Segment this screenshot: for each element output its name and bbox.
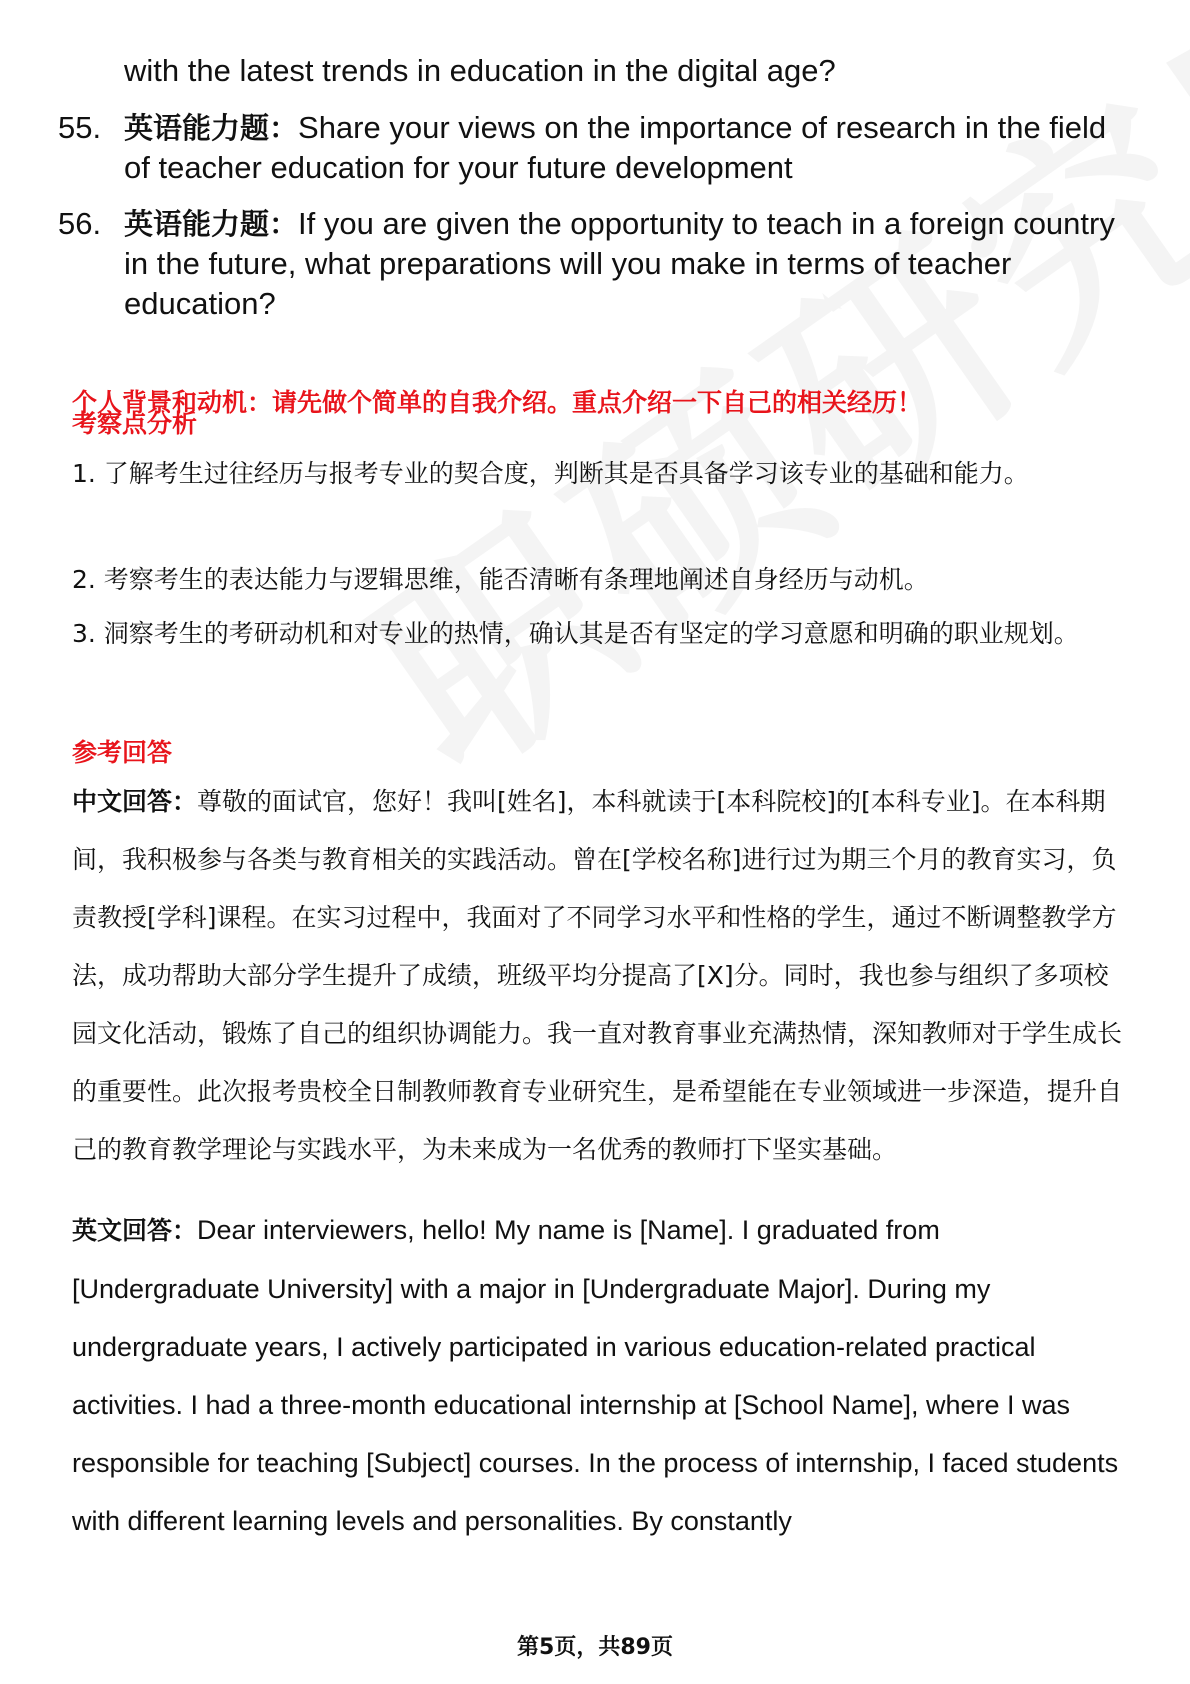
analysis-heading: 考察点分析 (72, 409, 198, 438)
english-answer-text: Dear interviewers, hello! My name is [Name]. I graduated from [Undergraduate University] with a major in [Undergraduate Major]. During my undergraduate years, I actively participated in various education-related practical activities. I had a three-month educational internship at [School Name], where I was responsible for teaching [Subject] courses. In the process of internship, I faced students with different learning levels and personalities. By constantly (72, 1215, 1119, 1536)
interview-prompt: 个人背景和动机：请先做个简单的自我介绍。重点介绍一下自己的相关经历！ (72, 388, 923, 417)
question-text: Share your views on the importance of research in the field of teacher education for your future development (124, 110, 1107, 185)
chinese-answer-label: 中文回答： (72, 787, 198, 816)
question-number: 56. (58, 206, 102, 241)
question-text: with the latest trends in education in the digital age? (124, 53, 836, 88)
analysis-point: 1. 了解考生过往经历与报考专业的契合度，判断其是否具备学习该专业的基础和能力。 (72, 459, 1029, 488)
chinese-answer (72, 773, 1122, 1179)
question-item (58, 204, 1138, 324)
analysis-point: 2. 考察考生的表达能力与逻辑思维，能否清晰有条理地阐述自身经历与动机。 (72, 565, 929, 594)
question-number: 55. (58, 110, 102, 145)
reference-heading: 参考回答 (72, 738, 173, 767)
question-tag: 英语能力题： (124, 111, 299, 145)
analysis-point: 3. 洞察考生的考研动机和对专业的热情，确认其是否有坚定的学习意愿和明确的职业规划。 (72, 619, 1079, 648)
question-item (58, 108, 1138, 188)
chinese-answer-text: 尊敬的面试官，您好！我叫[姓名]，本科就读于[本科院校]的[本科专业]。在本科期间，我积极参与各类与教育相关的实践活动。曾在[学校名称]进行过为期三个月的教育实习，负责教授[学科]课程。在实习过程中，我面对了不同学习水平和性格的学生，通过不断调整教学方法，成功帮助大部分学生提升了成绩，班级平均分提高了[X]分。同时，我也参与组织了多项校园文化活动，锻炼了自己的组织协调能力。我一直对教育事业充满热情，深知教师对于学生成长的重要性。此次报考贵校全日制教师教育专业研究生，是希望能在专业领域进一步深造，提升自己的教育教学理论与实践水平，为未来成为一名优秀的教师打下坚实基础。 (72, 787, 1123, 1164)
english-answer-label: 英文回答： (72, 1216, 198, 1245)
question-tag: 英语能力题： (124, 207, 299, 241)
english-answer (72, 1201, 1127, 1550)
page-footer: 第5页，共89页 (517, 1635, 673, 1660)
question-continuation (58, 51, 1138, 91)
question-text: If you are given the opportunity to teach in a foreign country in the future, what preparations will you make in terms of teacher education? (124, 206, 1115, 321)
